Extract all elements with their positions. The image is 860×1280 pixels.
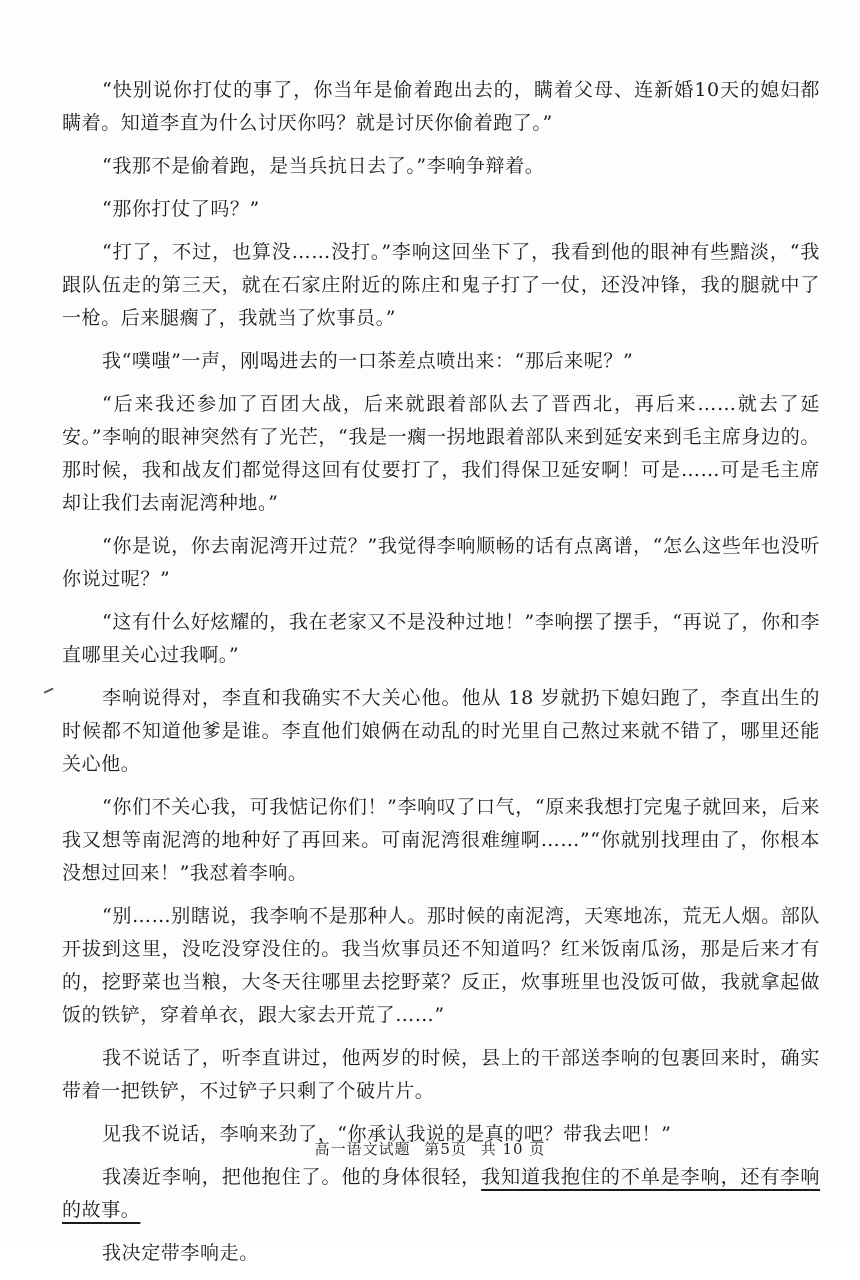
story-text <box>62 74 820 1280</box>
paragraph: “后来我还参加了百团大战，后来就跟着部队去了晋西北，再后来……就去了延安。”李响的眼神突然有了光芒，“我是一瘸一拐地跟着部队来到延安来到毛主席身边的。那时候，我和战友们都觉得这回有仗要打了，我们得保卫延安啊！可是……可是毛主席却让我们去南泥湾种地。” <box>62 393 820 514</box>
paragraph-with-underline <box>62 1161 820 1227</box>
paragraph: “这有什么好炫耀的，我在老家又不是没种过地！”李响摆了摆手，“再说了，你和李直哪里关心过我啊。” <box>62 611 820 666</box>
footer-page-number: 第5页 <box>424 1140 467 1158</box>
paragraph: “我那不是偷着跑，是当兵抗日去了。”李响争辩着。 <box>102 155 545 177</box>
margin-pen-mark <box>40 680 53 693</box>
paragraph: “那你打仗了吗？” <box>102 198 260 220</box>
footer-title: 高一语文试题 <box>314 1140 411 1158</box>
paragraph: “快别说你打仗的事了，你当年是偷着跑出去的，瞒着父母、连新婚10天的媳妇都瞒着。知道李直为什么讨厌你吗？就是讨厌你偷着跑了。” <box>62 79 820 134</box>
paragraph: “你们不关心我，可我惦记你们！”李响叹了口气，“原来我想打完鬼子就回来，后来我又想等南泥湾的地种好了再回来。可南泥湾很难缠啊……”“你就别找理由了，你根本没想过回来！”我怼着李响。 <box>62 796 820 884</box>
paragraph: “打了，不过，也算没……没打。”李响这回坐下了，我看到他的眼神有些黯淡，“我跟队伍走的第三天，就在石家庄附近的陈庄和鬼子打了一仗，还没冲锋，我的腿就中了一枪。后来腿瘸了，我就当了炊事员。” <box>62 241 820 329</box>
paragraph: 李响说得对，李直和我确实不大关心他。他从 18 岁就扔下媳妇跑了，李直出生的时候都不知道他爹是谁。李直他们娘俩在动乱的时光里自己熬过来就不错了，哪里还能关心他。 <box>62 687 820 775</box>
page-footer <box>0 1138 860 1159</box>
paragraph: 我“噗嗤”一声，刚喝进去的一口茶差点喷出来：“那后来呢？” <box>102 350 634 372</box>
paragraph: 我不说话了，听李直讲过，他两岁的时候，县上的干部送李响的包裹回来时，确实带着一把铁铲，不过铲子只剩了个破片片。 <box>62 1047 820 1102</box>
paragraph: 见我不说话，李响来劲了，“你承认我说的是真的吧？带我去吧！” <box>102 1123 672 1145</box>
paragraph: “别……别瞎说，我李响不是那种人。那时候的南泥湾，天寒地冻，荒无人烟。部队开拔到这里，没吃没穿没住的。我当炊事员还不知道吗？红米饭南瓜汤，那是后来才有的，挖野菜也当粮，大冬天往哪里去挖野菜？反正，炊事班里也没饭可做，我就拿起做饭的铁铲，穿着单衣，跟大家去开荒了……” <box>62 905 820 1026</box>
underlined-sentence: 我知道我抱住的不单是李响，还有李响的故事。 <box>62 1166 821 1221</box>
paragraph: “你是说，你去南泥湾开过荒？”我觉得李响顺畅的话有点离谱，“怎么这些年也没听你说过呢？” <box>62 535 820 590</box>
footer-total-pages: 共 10 页 <box>480 1140 546 1158</box>
paragraph: 我决定带李响走。 <box>102 1242 259 1264</box>
paragraph-text: 我凑近李响，把他抱住了。他的身体很轻， <box>102 1166 482 1188</box>
